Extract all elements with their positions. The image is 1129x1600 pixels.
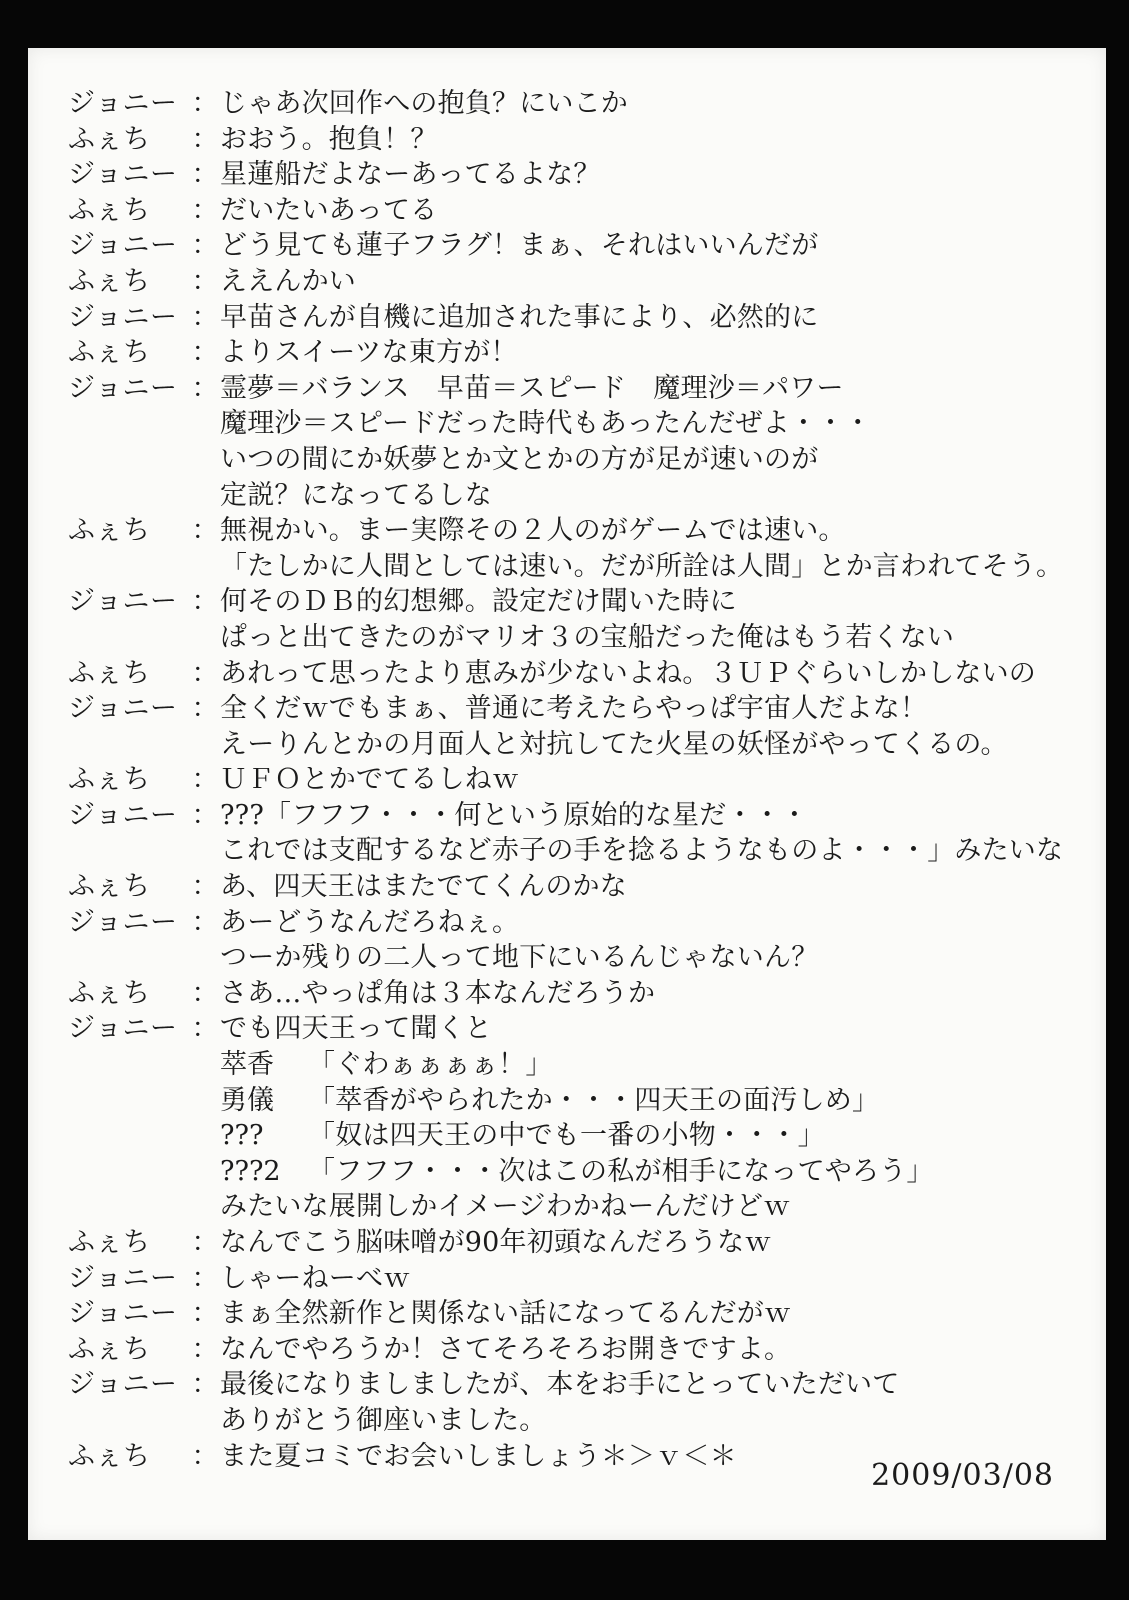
dialogue-line: [68, 762, 1094, 798]
speaker-name: ジョニー: [68, 693, 178, 725]
dialogue-text: いつの間にか妖夢とか文とかの方が足が速いのが: [220, 443, 819, 475]
speaker-colon: [190, 1403, 220, 1439]
dialogue-text: だいたいあってる: [220, 194, 438, 226]
dialogue-line: [68, 869, 1094, 905]
speaker-colon: ：: [191, 194, 219, 226]
dialogue-text: 定説？になってるしな: [220, 479, 492, 511]
speaker-colon: [190, 1154, 220, 1190]
dialogue-line: [68, 157, 1094, 193]
dialogue-line: [68, 1261, 1094, 1297]
speaker-name: ふぇち: [68, 1333, 151, 1365]
dialogue-text: 無視かい。まー実際その２人のがゲームでは速い。: [220, 515, 846, 547]
dialogue-text: つーか残りの二人って地下にいるんじゃないん？: [220, 942, 819, 974]
speaker-colon: ：: [191, 977, 219, 1009]
speaker-name: ジョニー: [68, 1298, 178, 1330]
speaker-colon: [190, 442, 220, 478]
dialogue-text: どう見ても蓮子フラグ！まぁ、それはいいんだが: [220, 230, 819, 262]
speaker-name: ふぇち: [68, 337, 151, 369]
speaker-name: ジョニー: [68, 230, 178, 262]
speaker-colon: ：: [191, 337, 219, 369]
dialogue-text: ＵＦＯとかでてるしねｗ: [220, 764, 520, 796]
speaker-colon: ：: [191, 159, 219, 191]
speaker-colon: [190, 620, 220, 656]
dialogue-text: 「奴は四天王の中でも一番の小物・・・」: [308, 1120, 825, 1152]
speaker-colon: ：: [191, 799, 219, 831]
dialogue-text: また夏コミでお会いしましょう＊＞ｖ＜＊: [220, 1440, 737, 1472]
dialogue-line: [68, 656, 1094, 692]
speaker-name: [68, 406, 190, 442]
quote-character-name: 萃香: [220, 1049, 274, 1081]
speaker-name: ふぇち: [68, 515, 151, 547]
dialogue-transcript: [28, 86, 1106, 1474]
speaker-colon: [190, 940, 220, 976]
dialogue-text: 「フフフ・・・次はこの私が相手になってやろう」: [308, 1155, 934, 1187]
dialogue-text: ぱっと出てきたのがマリオ３の宝船だった俺はもう若くない: [220, 621, 955, 653]
speaker-colon: [190, 478, 220, 514]
speaker-colon: [190, 1118, 220, 1154]
dialogue-line: [68, 1011, 1094, 1047]
dialogue-line: [68, 264, 1094, 300]
speaker-name: [68, 1189, 190, 1225]
dialogue-text: 何そのＤＢ的幻想郷。設定だけ聞いた時に: [220, 586, 737, 618]
quote-line: [68, 1083, 1094, 1119]
speaker-name: ふぇち: [68, 1440, 151, 1472]
dialogue-text: みたいな展開しかイメージわかねーんだけどｗ: [220, 1191, 791, 1223]
speaker-colon: ：: [191, 1333, 219, 1365]
speaker-name: ジョニー: [68, 586, 178, 618]
speaker-name: ジョニー: [68, 1262, 178, 1294]
continuation-line: [68, 727, 1094, 763]
quote-character-name: ???: [220, 1120, 264, 1152]
dialogue-text: あ、四天王はまたでてくんのかな: [220, 871, 627, 903]
speaker-name: [68, 1047, 190, 1083]
continuation-line: [68, 549, 1094, 585]
speaker-name: ジョニー: [68, 1369, 178, 1401]
dialogue-text: ありがとう御座いました。: [220, 1404, 547, 1436]
speaker-name: ジョニー: [68, 799, 178, 831]
dialogue-line: [68, 976, 1094, 1012]
speaker-colon: ：: [191, 871, 219, 903]
dialogue-text: おおう。抱負！？: [220, 123, 438, 155]
speaker-name: ふぇち: [68, 265, 151, 297]
dialogue-line: [68, 300, 1094, 336]
quote-line: [68, 1154, 1094, 1190]
dialogue-text: 「ぐわぁぁぁぁ！」: [308, 1049, 553, 1081]
dialogue-text: 「たしかに人間としては速い。だが所詮は人間」とか言われてそう。: [220, 550, 1064, 582]
speaker-name: [68, 442, 190, 478]
continuation-line: [68, 1403, 1094, 1439]
speaker-colon: [190, 727, 220, 763]
continuation-line: [68, 1189, 1094, 1225]
speaker-name: [68, 1083, 190, 1119]
dialogue-line: [68, 1367, 1094, 1403]
speaker-name: [68, 940, 190, 976]
continuation-line: [68, 478, 1094, 514]
quote-character-name: ???2: [220, 1155, 281, 1187]
speaker-name: ふぇち: [68, 764, 151, 796]
speaker-colon: ：: [191, 906, 219, 938]
speaker-colon: ：: [191, 515, 219, 547]
speaker-colon: ：: [191, 764, 219, 796]
dialogue-line: [68, 335, 1094, 371]
dialogue-text: 全くだｗでもまぁ、普通に考えたらやっぱ宇宙人だよな！: [220, 693, 928, 725]
speaker-colon: ：: [191, 693, 219, 725]
dialogue-line: [68, 513, 1094, 549]
dialogue-text: ええんかい: [220, 265, 356, 297]
speaker-name: ジョニー: [68, 906, 178, 938]
speaker-name: [68, 549, 190, 585]
dialogue-text: しゃーねーべｗ: [220, 1262, 411, 1294]
dialogue-text: なんでやろうか！さてそろそろお開きですよ。: [220, 1333, 792, 1365]
speaker-colon: [190, 1083, 220, 1119]
speaker-name: [68, 478, 190, 514]
dialogue-text: えーりんとかの月面人と対抗してた火星の妖怪がやってくるの。: [220, 728, 1008, 760]
speaker-name: [68, 620, 190, 656]
speaker-name: ジョニー: [68, 88, 178, 119]
dialogue-line: [68, 371, 1094, 407]
speaker-name: ジョニー: [68, 372, 178, 404]
speaker-colon: ：: [191, 88, 219, 119]
continuation-line: [68, 620, 1094, 656]
dialogue-text: さあ…やっぱ角は３本なんだろうか: [220, 977, 656, 1009]
speaker-colon: ：: [191, 657, 219, 689]
speaker-colon: ：: [191, 123, 219, 155]
document-page: [28, 48, 1106, 1540]
speaker-name: [68, 1403, 190, 1439]
continuation-line: [68, 940, 1094, 976]
speaker-colon: ：: [191, 1262, 219, 1294]
dialogue-text: 魔理沙＝スピードだった時代もあったんだぜよ・・・: [220, 408, 872, 440]
dialogue-line: [68, 798, 1094, 834]
speaker-colon: ：: [191, 301, 219, 333]
dialogue-line: [68, 1225, 1094, 1261]
dialogue-line: [68, 691, 1094, 727]
speaker-name: ふぇち: [68, 123, 151, 155]
dialogue-text: 星蓮船だよなーあってるよな？: [220, 159, 601, 191]
speaker-name: ジョニー: [68, 301, 178, 333]
dialogue-text: 霊夢＝バランス 早苗＝スピード 魔理沙＝パワー: [220, 372, 844, 404]
dialogue-text: ???「フフフ・・・何という原始的な星だ・・・: [220, 799, 809, 831]
speaker-colon: ：: [191, 230, 219, 262]
dialogue-line: [68, 584, 1094, 620]
speaker-colon: [190, 1047, 220, 1083]
dialogue-line: [68, 905, 1094, 941]
dialogue-text: でも四天王って聞くと: [220, 1013, 492, 1045]
dialogue-text: 早苗さんが自機に追加された事により、必然的に: [220, 301, 819, 333]
dialogue-text: なんでこう脳味噌が90年初頭なんだろうなｗ: [220, 1227, 772, 1258]
dialogue-text: 「萃香がやられたか・・・四天王の面汚しめ」: [308, 1084, 880, 1116]
speaker-name: [68, 833, 190, 869]
speaker-name: ジョニー: [68, 159, 178, 191]
dialogue-line: [68, 228, 1094, 264]
date-stamp: 2009/03/08: [871, 1458, 1054, 1493]
dialogue-text: じゃあ次回作への抱負？にいこか: [220, 88, 628, 119]
dialogue-text: まぁ全然新作と関係ない話になってるんだがｗ: [220, 1298, 792, 1330]
dialogue-text: あーどうなんだろねぇ。: [220, 906, 520, 938]
speaker-name: ふぇち: [68, 194, 151, 226]
dialogue-text: 最後になりましましたが、本をお手にとっていただいて: [220, 1369, 900, 1401]
speaker-colon: [190, 406, 220, 442]
speaker-colon: ：: [191, 1227, 219, 1258]
continuation-line: [68, 442, 1094, 478]
speaker-name: ふぇち: [68, 657, 151, 689]
quote-line: [68, 1047, 1094, 1083]
dialogue-line: [68, 1332, 1094, 1368]
continuation-line: [68, 833, 1094, 869]
quote-character-name: 勇儀: [220, 1084, 274, 1116]
dialogue-text: よりスイーツな東方が！: [220, 337, 518, 369]
speaker-name: ふぇち: [68, 871, 151, 903]
speaker-colon: [190, 1189, 220, 1225]
speaker-name: [68, 1154, 190, 1190]
speaker-name: ふぇち: [68, 1227, 151, 1258]
dialogue-text: あれって思ったより恵みが少ないよね。３ＵＰぐらいしかしないの: [220, 657, 1036, 689]
speaker-name: ふぇち: [68, 977, 151, 1009]
speaker-colon: ：: [191, 265, 219, 297]
speaker-colon: ：: [191, 1440, 219, 1472]
speaker-colon: [190, 833, 220, 869]
speaker-name: ジョニー: [68, 1013, 178, 1045]
speaker-name: [68, 1118, 190, 1154]
dialogue-line: [68, 193, 1094, 229]
speaker-colon: [190, 549, 220, 585]
dialogue-line: [68, 86, 1094, 122]
dialogue-line: [68, 1296, 1094, 1332]
speaker-name: [68, 727, 190, 763]
speaker-colon: ：: [191, 372, 219, 404]
speaker-colon: ：: [191, 1298, 219, 1330]
speaker-colon: ：: [191, 1369, 219, 1401]
quote-line: [68, 1118, 1094, 1154]
dialogue-text: これでは支配するなど赤子の手を捻るようなものよ・・・」みたいな: [220, 835, 1064, 867]
speaker-colon: ：: [191, 1013, 219, 1045]
continuation-line: [68, 406, 1094, 442]
dialogue-line: [68, 122, 1094, 158]
speaker-colon: ：: [191, 586, 219, 618]
